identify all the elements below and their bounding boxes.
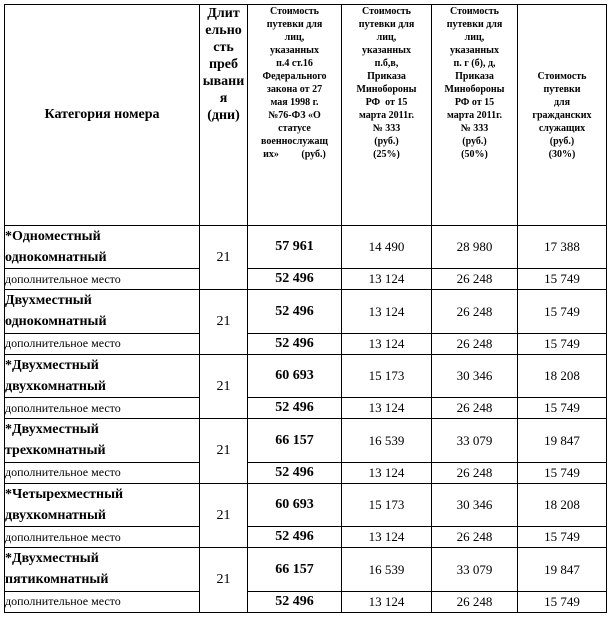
header-line: (руб.) [462,136,487,147]
price-cell: 33 079 [432,419,518,462]
price-cell: 33 079 [432,548,518,591]
header-line: Федерального [262,71,327,82]
header-price-25pct [342,5,432,226]
header-line: РФ от 15 [454,97,495,108]
header-line: Минобороны [356,84,417,95]
header-line: путевки для [358,19,415,30]
stay-duration: 21 [200,226,248,290]
extra-place-label: дополнительное место [5,527,200,548]
price-cell: 26 248 [432,290,518,333]
table-row-extra [5,269,607,290]
header-duration [200,5,248,226]
room-category-line: однокомнатный [5,250,107,265]
room-category-line: двухкомнатный [5,378,106,394]
header-duration-line: ельно [205,23,242,38]
extra-price-cell: 26 248 [432,591,518,612]
header-line: гражданских [532,109,592,121]
header-line: п.б,в, [374,58,399,69]
header-line: указанных [450,45,499,56]
header-line: мая 1998 г. [270,97,319,108]
header-duration-line: сть [213,40,234,55]
extra-price-cell: 13 124 [342,591,432,612]
extra-price-cell: 15 749 [518,462,607,483]
extra-price-cell: 13 124 [342,269,432,290]
price-cell: 66 157 [248,548,342,591]
room-category-line: *Двухместный [5,551,99,567]
header-line: Стоимость [362,6,411,17]
extra-price-cell: 52 496 [248,269,342,290]
header-line: (30%) [548,148,576,160]
extra-price-cell: 52 496 [248,398,342,419]
header-line: п.4 ст.16 [276,58,313,69]
extra-price-cell: 26 248 [432,527,518,548]
header-line: путевки для [446,19,503,30]
header-line: указанных [270,45,319,56]
header-line: Приказа [455,71,494,82]
table-row-extra [5,527,607,548]
room-category-line: однокомнатный [5,314,107,330]
price-cell: 30 346 [432,483,518,526]
stay-duration: 21 [200,290,248,354]
header-line: лиц, [284,32,305,43]
header-line: служащих [538,122,586,134]
price-cell: 19 847 [518,548,607,591]
extra-price-cell: 15 749 [518,527,607,548]
table-row-extra [5,333,607,354]
header-duration-line: я [219,91,228,106]
price-cell: 30 346 [432,354,518,397]
extra-price-cell: 13 124 [342,333,432,354]
price-cell: 15 173 [342,483,432,526]
extra-price-cell: 26 248 [432,398,518,419]
price-cell: 16 539 [342,548,432,591]
header-row [5,5,607,226]
extra-place-label: дополнительное место [5,333,200,354]
header-category: Категория номера [5,5,200,226]
header-line: путевки для [266,19,323,30]
table-row [5,548,607,591]
extra-place-label: дополнительное место [5,591,200,612]
room-category-line: *Одноместный [5,229,101,244]
room-category-line: двухкомнатный [5,507,106,523]
price-table [4,4,607,613]
extra-price-cell: 52 496 [248,462,342,483]
room-category-line: трехкомнатный [5,443,106,459]
header-line: Стоимость [537,70,587,82]
table-row [5,483,607,526]
room-category [5,354,200,397]
price-cell: 60 693 [248,354,342,397]
room-category-line: Двухместный [5,293,92,309]
header-line: Минобороны [444,84,505,95]
extra-price-cell: 13 124 [342,462,432,483]
table-body [5,226,607,613]
price-cell: 13 124 [342,290,432,333]
header-line: статусе [278,123,311,134]
room-category-line: *Двухместный [5,357,99,373]
header-line: марта 2011г. [358,110,415,121]
extra-price-cell: 52 496 [248,527,342,548]
header-line: марта 2011г. [446,110,503,121]
header-line: РФ от 15 [365,97,408,108]
extra-place-label: дополнительное место [5,398,200,419]
table-row [5,354,607,397]
extra-price-cell: 26 248 [432,333,518,354]
extra-price-cell: 26 248 [432,269,518,290]
header-line: №76-ФЗ «О [268,110,321,121]
header-price-civil-30pct [518,5,607,226]
price-cell: 66 157 [248,419,342,462]
header-duration-line: (дни) [207,108,240,123]
extra-price-cell: 15 749 [518,398,607,419]
room-category-line: *Двухместный [5,422,99,438]
header-price-law76 [248,5,342,226]
price-cell: 15 173 [342,354,432,397]
room-category [5,226,200,269]
table-row-extra [5,462,607,483]
price-cell: 19 847 [518,419,607,462]
table-row [5,419,607,462]
header-line: (руб.) [374,136,399,147]
extra-price-cell: 15 749 [518,269,607,290]
price-cell: 28 980 [432,226,518,269]
price-cell: 15 749 [518,290,607,333]
header-line: Приказа [367,71,406,82]
header-line: указанных [362,45,411,56]
table-row [5,226,607,269]
extra-price-cell: 13 124 [342,527,432,548]
room-category [5,548,200,591]
table-row-extra [5,398,607,419]
room-category-line: пятикомнатный [5,572,109,588]
header-price-50pct [432,5,518,226]
header-line: их» (руб.) [263,149,326,160]
price-cell: 18 208 [518,483,607,526]
extra-place-label: дополнительное место [5,269,200,290]
stay-duration: 21 [200,354,248,418]
header-line: закона от 27 [266,84,323,95]
extra-price-cell: 15 749 [518,591,607,612]
header-line: для [553,96,571,108]
extra-price-cell: 52 496 [248,333,342,354]
header-line: (руб.) [549,135,575,147]
room-category [5,483,200,526]
header-duration-line: преб [208,57,239,72]
price-cell: 60 693 [248,483,342,526]
stay-duration: 21 [200,483,248,547]
header-line: № 333 [460,123,489,134]
price-cell: 14 490 [342,226,432,269]
extra-place-label: дополнительное место [5,462,200,483]
room-category-line: *Четырехместный [5,486,124,502]
header-line: лиц, [376,32,397,43]
header-line: п. г (б), д, [453,58,496,69]
header-line: (25%) [373,149,400,160]
price-cell: 16 539 [342,419,432,462]
header-line: военнослужащ [261,136,328,147]
extra-price-cell: 15 749 [518,333,607,354]
price-cell: 17 388 [518,226,607,269]
stay-duration: 21 [200,548,248,613]
stay-duration: 21 [200,419,248,483]
room-category [5,290,200,333]
header-line: лиц, [464,32,485,43]
room-category [5,419,200,462]
header-line: № 333 [372,123,401,134]
header-duration-line: ывани [202,74,245,89]
header-line: путевки [543,83,581,95]
price-cell: 52 496 [248,290,342,333]
table-row-extra [5,591,607,612]
extra-price-cell: 52 496 [248,591,342,612]
header-line: (50%) [461,149,488,160]
header-duration-line: Длит [207,6,240,21]
extra-price-cell: 26 248 [432,462,518,483]
extra-price-cell: 13 124 [342,398,432,419]
header-line: Стоимость [270,6,319,17]
price-cell: 57 961 [248,226,342,269]
table-row [5,290,607,333]
price-cell: 18 208 [518,354,607,397]
header-line: Стоимость [450,6,499,17]
